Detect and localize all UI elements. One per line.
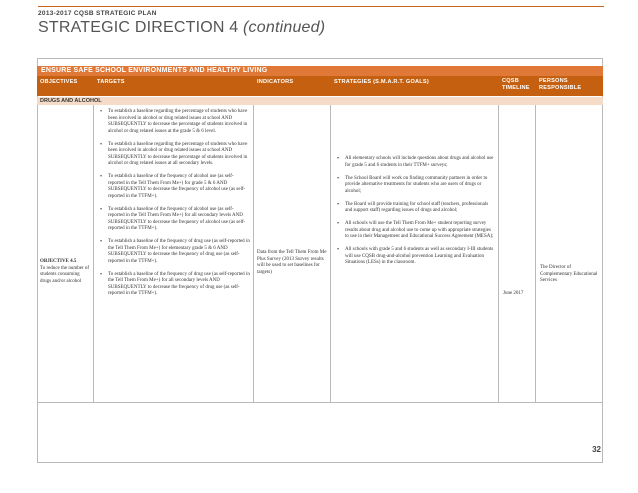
page-title: [38, 19, 325, 37]
direction-banner: ENSURE SAFE SCHOOL ENVIRONMENTS AND HEALTHY LIVING: [37, 66, 603, 76]
target-item: • To establish a baseline regarding the percentage of students who have been involved in alcohol or drug related issues at school AND SUBSEQUENTLY to decrease the percentage of students involved in alcohol or drug related issues at the grade 5 & 6 level.: [100, 109, 250, 135]
timeline-text: June 2017: [503, 291, 524, 296]
page-title-main: STRATEGIC DIRECTION 4: [38, 19, 244, 36]
strategies-cell: [331, 105, 499, 402]
col-header-strategies: STRATEGIES (S.M.A.R.T. GOALS): [331, 76, 499, 96]
target-item: • To establish a baseline of the frequency of alcohol use (as self-reported in the Tell Them From Me+) for grade 5 & 6 AND SUBSEQUENTLY to decrease the frequency of alcohol use (as self-reported in the TTFM+).: [100, 174, 250, 200]
strategy-item: • All schools with grade 5 and 6 students as well as secondary I-III students will use CQSB drug-and-alcohol prevention Learning and Evaluation Situations (LESs) in the classroom.: [337, 247, 495, 267]
target-item: • To establish a baseline of the frequency of alcohol use (as self-reported in the Tell Them From Me+) for all secondary levels AND SUBSEQUENTLY to decrease the frequency of alcohol use (as self-reported in the TTFM+).: [100, 207, 250, 233]
objective-text: To reduce the number of students consuming drugs and/or alcohol: [40, 265, 90, 284]
strategy-item: • All elementary schools will include questions about drugs and alcohol use for grade 5 and 6 students in their TTFM+ surveys;: [337, 156, 495, 169]
plan-label: 2013-2017 CQSB STRATEGIC PLAN: [38, 10, 157, 17]
persons-text: The Director of Complementary Educational Services: [540, 265, 598, 283]
target-item: • To establish a baseline of the frequency of drug use (as self-reported in the Tell Them From Me+) for elementary grade 5 & 6 AND SUBSEQUENTLY to decrease the frequency of drug use (as self-reported in the TTFM+).: [100, 239, 250, 265]
persons-cell: [536, 105, 603, 402]
col-header-indicators: INDICATORS: [254, 76, 331, 96]
col-header-timeline: CQSB TIMELINE: [499, 76, 536, 96]
target-item: • To establish a baseline regarding the percentage of students who have been involved in alcohol or drug related issues at school AND SUBSEQUENTLY to decrease the percentage of students involved in alcohol or drug related issues at all secondary levels.: [100, 142, 250, 168]
page-number: 32: [592, 445, 601, 454]
timeline-cell: [499, 105, 536, 402]
objective-cell: [37, 105, 94, 402]
targets-cell: [94, 105, 254, 402]
strategy-item: • The School Board will work on finding community partners in order to provide alternative treatments for students who are users of drugs or alcohol;: [337, 176, 495, 196]
indicators-text: Data from the Tell Them From Me Plus Survey (2013 Survey results will be used to set baselines for targets): [257, 250, 327, 275]
target-item: • To establish a baseline of the frequency of drug use (as self-reported in the Tell Them From Me+) for all secondary levels AND SUBSEQUENTLY to decrease the frequency of drug use (as self-reported in the TTFM+).: [100, 272, 250, 298]
page-title-italic: (continued): [243, 19, 326, 36]
objective-label: OBJECTIVE 4.5: [40, 259, 77, 264]
col-header-persons: PERSONS RESPONSIBLE: [536, 76, 603, 96]
indicators-cell: [254, 105, 331, 402]
table-bottom-rule: [37, 402, 603, 403]
col-header-targets: TARGETS: [94, 76, 254, 96]
strategy-item: • All schools will use the Tell Them From Me+ student reporting survey results about drug and alcohol use to come up with appropriate strategies to use in their Management and Educational Success Agreement (MESA);: [337, 221, 495, 241]
strategy-item: • The Board will provide training for school staff (teachers, professionals and support staff) regarding issues of drugs and alcohol;: [337, 202, 495, 215]
section-label: DRUGS AND ALCOHOL: [37, 97, 603, 105]
header-rule: [38, 6, 604, 7]
col-header-objectives: OBJECTIVES: [37, 76, 94, 96]
